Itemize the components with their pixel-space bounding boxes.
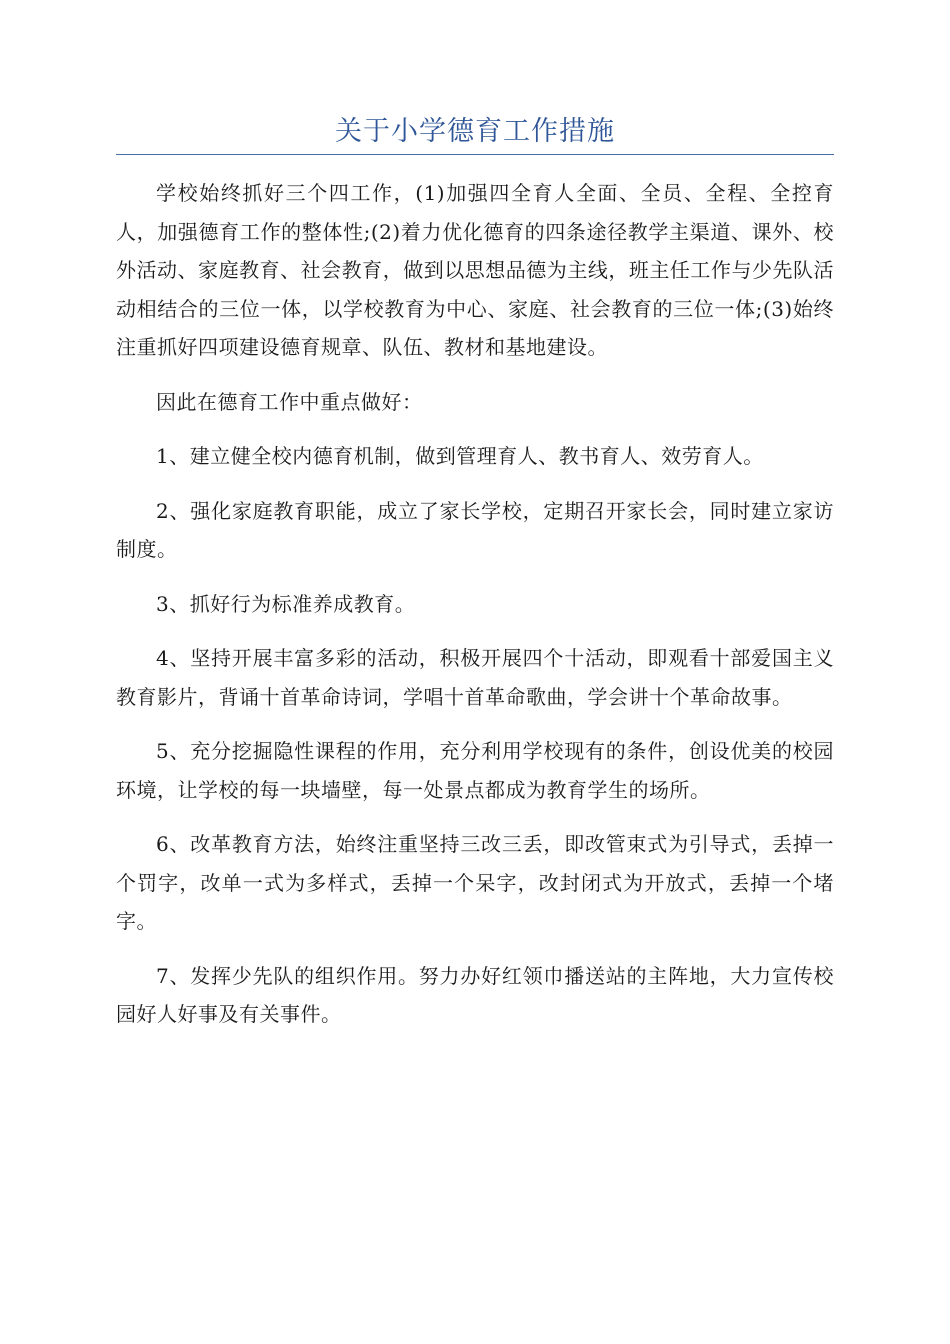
intro-paragraph: 学校始终抓好三个四工作，(1)加强四全育人全面、全员、全程、全控育人，加强德育工作的整体性;(2)着力优化德育的四条途径教学主渠道、课外、校外活动、家庭教育、社会教育，做到以思想品德为主线，班主任工作与少先队活动相结合的三位一体，以学校教育为中心、家庭、社会教育的三位一体;(3)始终注重抓好四项建设德育规章、队伍、教材和基地建设。: [116, 181, 834, 359]
list-item-3: 3、抓好行为标准养成教育。: [156, 591, 416, 616]
document-title: 关于小学德育工作措施: [335, 116, 615, 147]
document-body: [116, 174, 834, 1050]
focus-lead-paragraph: 因此在德育工作中重点做好：: [156, 389, 423, 414]
list-item-5: 5、充分挖掘隐性课程的作用，充分利用学校现有的条件，创设优美的校园环境，让学校的每一块墙壁，每一处景点都成为教育学生的场所。: [116, 739, 834, 802]
list-item-1: 1、建立健全校内德育机制，做到管理育人、教书育人、效劳育人。: [156, 444, 764, 468]
list-item-6: 6、改革教育方法，始终注重坚持三改三丢，即改管束式为引导式，丢掉一个罚字，改单一式为多样式，丢掉一个呆字，改封闭式为开放式，丢掉一个堵字。: [116, 832, 834, 933]
list-item-7: 7、发挥少先队的组织作用。努力办好红领巾播送站的主阵地，大力宣传校园好人好事及有关事件。: [116, 963, 834, 1026]
list-item-2: 2、强化家庭教育职能，成立了家长学校，定期召开家长会，同时建立家访制度。: [116, 498, 834, 561]
list-item-4: 4、坚持开展丰富多彩的活动，积极开展四个十活动，即观看十部爱国主义教育影片，背诵十首革命诗词，学唱十首革命歌曲，学会讲十个革命故事。: [116, 646, 834, 709]
title-underline-divider: [116, 154, 834, 155]
